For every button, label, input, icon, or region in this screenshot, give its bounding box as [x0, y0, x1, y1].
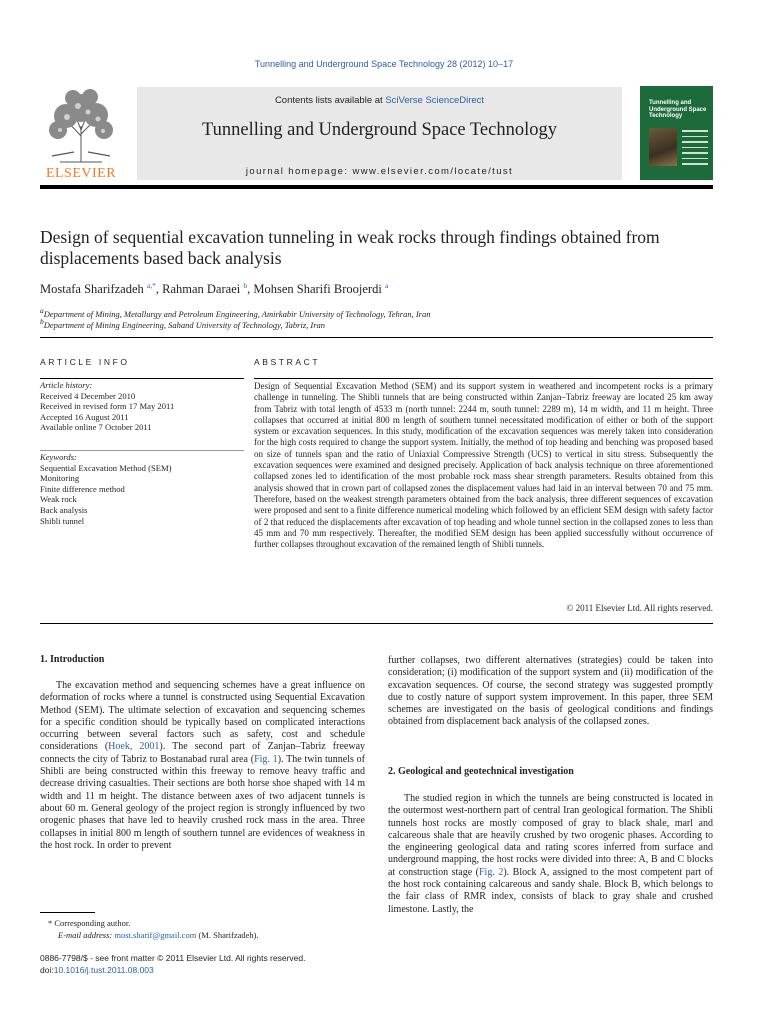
cover-photo [649, 128, 677, 166]
geology-paragraph: The studied region in which the tunnels are being constructed is located in the outermost west-northern part of central Iran geological formation. The Shibli tunnels host rocks are mostly composed of gray to black shale, marl and calcareous shale that are heavily crushed by two orogenic phases. According to the engineering geological data and rating scores inferred from surface and underground mapping, the host rocks were divided into three: A, B and C blocks at construction stage (Fig. 2). Block A, assigned to the most competent part of the host rock containing calcareous and sandy shale. Block B, which belongs to the fair class of RMR index, consists of black to gray shale and crushed limestone. Lastly, the [388, 793, 714, 915]
author-list: Mostafa Sharifzadeh $^{a,*}$, Rahman Daraei $^b$, Mohsen Sharifi Broojerdi $^a$ [40, 281, 389, 297]
history-item: Available online 7 October 2011 [40, 422, 152, 433]
author-sup[interactable]: a,* [146, 281, 156, 290]
doi-line: doi:10.1016/j.tust.2011.08.003 [40, 965, 154, 975]
reference-link[interactable]: Hoek, 2001 [108, 741, 160, 753]
email-note: E-mail address: most.sharif@gmail.com (M. Sharifzadeh). [58, 930, 259, 940]
keyword: Back analysis [40, 504, 88, 515]
info-rule [40, 378, 244, 379]
corresponding-author-note: * Corresponding author. [48, 918, 131, 928]
header-rule [40, 185, 713, 189]
footnote-rule [40, 912, 95, 913]
keyword: Shibli tunnel [40, 515, 85, 526]
keyword: Sequential Excavation Method (SEM) [40, 462, 172, 473]
section-heading-geology: 2. Geological and geotechnical investigation [388, 766, 574, 777]
journal-homepage[interactable]: journal homepage: www.elsevier.com/locate/tust [245, 166, 514, 177]
section-rule [40, 337, 713, 338]
author-name: Mostafa Sharifzadeh [40, 282, 144, 297]
affiliation: $^a$Department of Mining, Metallurgy and Petroleum Engineering, Amirkabir University of Technology, Tehran, Iran [40, 306, 431, 319]
keyword: Finite difference method [40, 483, 125, 494]
email-link[interactable]: most.sharif@gmail.com [114, 930, 197, 940]
contents-line [137, 95, 622, 106]
abstract-rule [254, 378, 713, 379]
section-rule [40, 623, 713, 624]
journal-citation[interactable]: Tunnelling and Underground Space Technology 28 (2012) 10–17 [254, 59, 514, 69]
author-sup[interactable]: a [384, 281, 389, 290]
history-item: Received 4 December 2010 [40, 390, 136, 401]
abstract-copyright: © 2011 Elsevier Ltd. All rights reserved. [566, 603, 713, 613]
journal-cover-thumbnail [640, 86, 713, 180]
sciencedirect-link[interactable]: SciVerse ScienceDirect [385, 95, 485, 106]
article-history [40, 380, 244, 433]
figure-link[interactable]: Fig. 2 [479, 866, 504, 878]
doi-link[interactable]: 10.1016/j.tust.2011.08.003 [53, 965, 154, 975]
info-divider [40, 450, 244, 451]
journal-name: Tunnelling and Underground Space Technology [202, 120, 557, 140]
abstract-heading: ABSTRACT [254, 357, 321, 367]
figure-link[interactable]: Fig. 1 [254, 753, 278, 765]
history-label: Article history: [40, 380, 93, 390]
keyword: Weak rock [40, 494, 77, 505]
history-item: Accepted 16 August 2011 [40, 411, 129, 422]
section-heading-introduction: 1. Introduction [40, 654, 105, 665]
article-title: Design of sequential excavation tunneling in weak rocks through findings obtained from displacements based back analysis [40, 227, 660, 268]
cover-title: Tunnelling and Underground Space Technology [649, 100, 707, 119]
contents-prefix: Contents lists available at [274, 95, 386, 106]
history-item: Received in revised form 17 May 2011 [40, 401, 175, 412]
author-sup[interactable]: b [243, 281, 248, 290]
author-name: Rahman Daraei [162, 282, 241, 297]
keyword: Monitoring [40, 473, 80, 484]
keywords-label: Keywords: [40, 452, 77, 462]
author-name: Mohsen Sharifi Broojerdi [253, 282, 382, 297]
introduction-paragraph: The excavation method and sequencing schemes have a great influence on deformation of rocks where a tunnel is constructed using Sequential Excavation Method (SEM). The ultimate selection of excavation and sequencing schemes for a specific condition should be typically based on complicated interactions occurring between several factors such as safety, cost and schedule considerations (Hoek, 2001). The second part of Zanjan–Tabriz freeway connects the city of Tabriz to Bostanabad rural area (Fig. 1). The twin tunnels of Shibli are being constructed within this freeway to remove heavy traffic and decrease driving casualties. Their sections are both horse shoe shaped with 14 m width and 11 m height. The distance between axes of two adjacent tunnels is about 60 m. General geology of the project region is strongly influenced by two orogenic phases that have led to heavily crushed rock mass in the area. Three collapses in initial 800 m length of southern tunnel are evidences of weakness in the host rock. In order to prevent [40, 680, 366, 851]
article-info-heading: ARTICLE INFO [40, 357, 130, 367]
elsevier-wordmark: ELSEVIER [45, 166, 117, 181]
issn-line: 0886-7798/$ - see front matter © 2011 Elsevier Ltd. All rights reserved. [40, 953, 306, 963]
affiliation: $^b$Department of Mining Engineering, Sahand University of Technology, Tabriz, Iran [40, 317, 326, 330]
cover-contents-lines [682, 130, 708, 169]
keywords [40, 452, 244, 526]
abstract-text: Design of Sequential Excavation Method (SEM) and its support system in weathered and incompetent rocks is a primary challenge in tunneling. The Shibli tunnels that are being constructed within Zanjan–Tabriz freeway are located 25 km away from Tabriz with total length of 4533 m (north tunnel: 2244 m, south tunnel: 2289 m), 14 m width, and 11 m height. Three collapses that occurred at initial 800 m length of southern tunnel necessitated modification of either or both of the support system or excavation sequences. In this study, modification of the excavation sequences was merely taken into consideration for the high costs required to change the support system. Initially, the method of top heading and benching was proposed based on size of tunnels span and the ratio of Uniaxial Compressive Strength (UCS) to vertical in situ stress. Subsequently the excavation sequences were examined and designed precisely. Application of back analysis technique on three aforementioned collapsed zones led to identification of the most probable rock mass shear strength parameters. Results obtained from this analysis showed that in crown part of collapsed zones the displacement values had laid in an interval between 70 and 75 mm. Therefore, based on the weakest strength parameters obtained from the back analysis, three different sequences of excavation were proposed and sent to a finite difference numerical modeling which followed by an efficient SEM design with safety factor of 2 that reduced the displacements after excavation of top heading and whole tunnel section in the collapsed zones to less than 45 mm and 70 mm respectively. Thereafter, the modified SEM design has been applied successfully without occurrence of further collapses throughout excavation of the remained length of Shibli tunnels. [254, 381, 713, 550]
introduction-continuation: further collapses, two different alternatives (strategies) could be taken into consideration; (i) modification of the support system and (ii) modification of the excavation sequences. Of course, the second strategy was suggested promptly due to costly nature of support system improvement. In this paper, three SEM schemes are investigated on the basis of geological conditions and findings obtained from displacement back analysis of the collapsed zones. [388, 655, 713, 728]
